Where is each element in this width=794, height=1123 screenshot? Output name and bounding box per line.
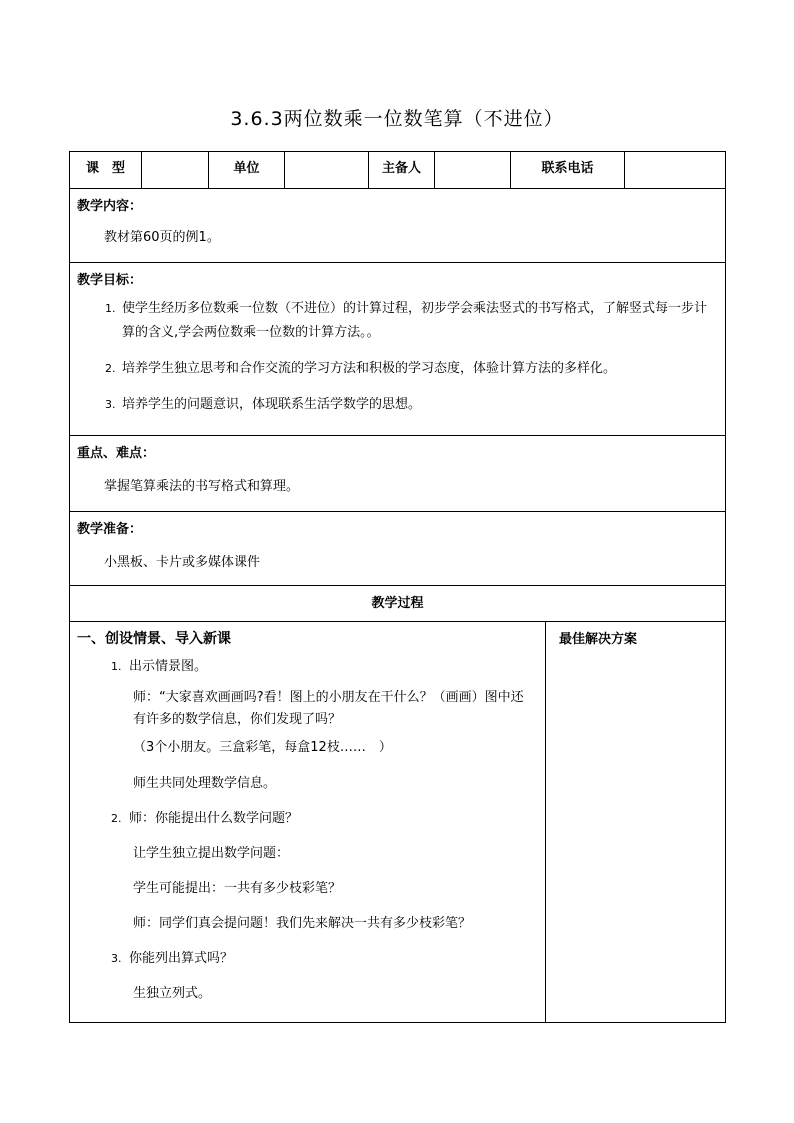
- goal-item-3: [105, 393, 717, 417]
- process-line: 让学生独立提出数学问题：: [133, 846, 290, 861]
- lesson-plan-table: [69, 151, 726, 1023]
- page-title: 3.6.3两位数乘一位数笔算（不进位）: [230, 108, 564, 130]
- goals-list: [70, 289, 725, 417]
- section-heading: 一、创设情景、导入新课: [77, 631, 231, 647]
- process-title-row: [70, 586, 726, 622]
- phone-value-cell[interactable]: [625, 152, 726, 189]
- goal-text: 培养学生的问题意识，体现联系生活学数学的思想。: [122, 397, 422, 412]
- process-line: 师：同学们真会提问题！我们先来解决一共有多少枝彩笔？: [133, 916, 472, 931]
- header-row: [70, 152, 726, 189]
- content-text: 教材第60页的例1。: [104, 230, 220, 245]
- keypoints-text: 掌握笔算乘法的书写格式和算理。: [104, 479, 300, 494]
- step-text: 出示情景图。: [129, 659, 208, 674]
- keypoints-label: 重点、难点：: [77, 446, 156, 461]
- preparer-value-cell[interactable]: [435, 152, 511, 189]
- step-num: 3.: [111, 952, 122, 965]
- step-text: 师：你能提出什么数学问题？: [129, 811, 299, 826]
- process-line: 师生共同处理数学信息。: [133, 776, 277, 791]
- unit-label: 单位: [233, 161, 260, 176]
- step-1: [111, 656, 545, 678]
- process-steps: [70, 654, 545, 1005]
- step-num: 1.: [111, 660, 122, 673]
- goal-num: 1.: [105, 302, 116, 315]
- side-heading: 最佳解决方案: [559, 632, 638, 647]
- preparer-label: 主备人: [381, 161, 421, 176]
- process-line: （3个小朋友。三盒彩笔，每盒12枝…… ）: [133, 740, 392, 755]
- step-num: 2.: [111, 812, 122, 825]
- keypoints-row: [70, 436, 726, 512]
- step-3: [111, 948, 545, 970]
- unit-value-cell[interactable]: [285, 152, 369, 189]
- goal-num: 2.: [105, 362, 116, 375]
- step-2: [111, 808, 545, 830]
- prep-text: 小黑板、卡片或多媒体课件: [104, 555, 261, 570]
- process-line: 生独立列式。: [133, 986, 212, 1001]
- process-title: 教学过程: [70, 586, 726, 622]
- goal-item-2: [105, 357, 717, 381]
- process-line: 学生可能提出：一共有多少枝彩笔？: [133, 881, 342, 896]
- goal-num: 3.: [105, 398, 116, 411]
- prep-row: [70, 512, 726, 586]
- type-value-cell[interactable]: [142, 152, 209, 189]
- goals-label: 教学目标：: [77, 273, 143, 288]
- phone-label: 联系电话: [541, 161, 594, 176]
- goal-text: 使学生经历多位数乘一位数（不进位）的计算过程，初步学会乘法竖式的书写格式，了解竖式每一步计算的含义,学会两位数乘一位数的计算方法。。: [122, 301, 708, 340]
- process-body-row: [70, 622, 726, 1023]
- process-line: 师：“大家喜欢画画吗?看！图上的小朋友在干什么？（画画）图中还有许多的数学信息，你们发现了吗？: [133, 690, 524, 727]
- type-label: 课 型: [85, 161, 125, 176]
- content-row: [70, 189, 726, 263]
- goals-row: [70, 263, 726, 436]
- prep-label: 教学准备：: [77, 522, 143, 537]
- goal-text: 培养学生独立思考和合作交流的学习方法和积极的学习态度，体验计算方法的多样化。: [122, 361, 617, 376]
- content-label: 教学内容：: [77, 199, 143, 214]
- step-text: 你能列出算式吗？: [129, 951, 234, 966]
- goal-item-1: [105, 297, 717, 345]
